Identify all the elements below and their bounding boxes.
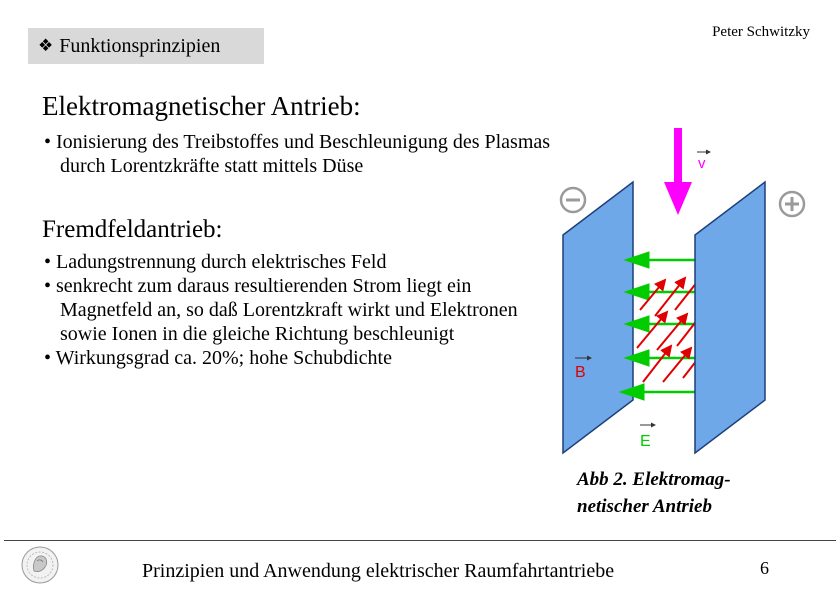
footer-title: Prinzipien und Anwendung elektrischer Raumfahrtantriebe: [142, 560, 615, 582]
author-name: Peter Schwitzky: [712, 24, 810, 40]
figure-caption: Abb 2. Elektromag-netischer Antrieb: [577, 469, 731, 517]
label-b: B: [575, 364, 586, 381]
thruster-diagram: [545, 120, 815, 460]
heading-external-field-drive: Fremdfeldantrieb:: [42, 216, 223, 243]
bullet-item: • Ladungstrennung durch elektrisches Feld: [44, 251, 387, 273]
section-tag: [28, 28, 264, 64]
heading-electromagnetic-drive: Elektromagnetischer Antrieb:: [42, 91, 361, 121]
bullet-item: • Ionisierung des Treibstoffes und Beschleunigung des Plasmas durch Lorentzkräfte statt mittels Düse: [44, 131, 551, 177]
left-plate: [563, 182, 633, 453]
bullet-item: • Wirkungsgrad ca. 20%; hohe Schubdichte: [44, 347, 392, 369]
right-plate: [695, 182, 765, 453]
page-number: 6: [760, 558, 769, 578]
footer-divider: [4, 540, 836, 541]
diamond-bullet-icon: ❖: [38, 36, 54, 55]
university-seal-icon: [20, 545, 60, 585]
section-label: Funktionsprinzipien: [59, 34, 221, 57]
label-e: E: [640, 433, 651, 450]
label-v: v: [698, 155, 706, 172]
bullet-list-2: [44, 250, 544, 370]
bullet-list-1: [44, 130, 584, 178]
velocity-arrow-head: [664, 182, 692, 215]
bullet-item: • senkrecht zum daraus resultierenden Strom liegt ein Magnetfeld an, so daß Lorentzkraft wirkt und Elektronen sowie Ionen in die gleiche Richtung beschleunigt: [44, 275, 518, 345]
velocity-arrow-shaft: [674, 128, 682, 186]
